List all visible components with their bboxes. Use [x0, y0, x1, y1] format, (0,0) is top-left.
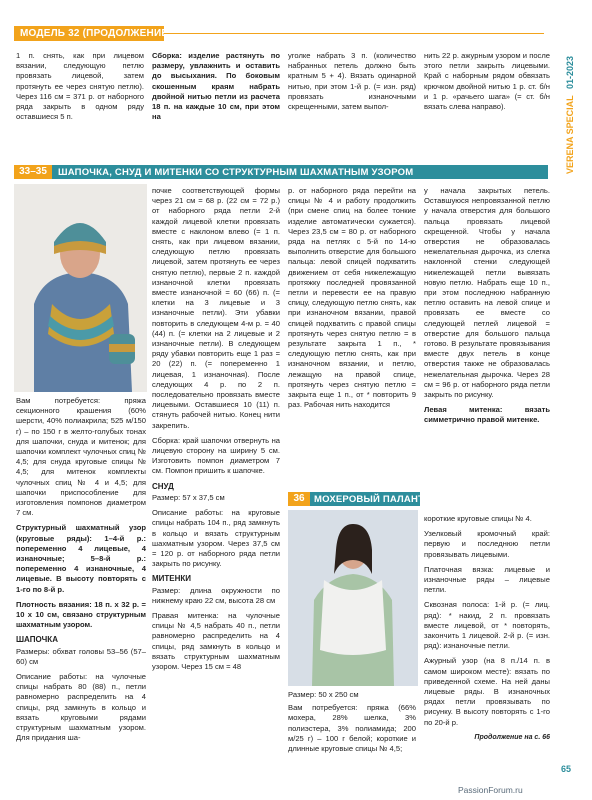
edge-stitch: Узелковый кромочный край: первую и последнюю петли провязывать лицевыми. [424, 529, 550, 559]
col3: р. от наборного ряда перейти на спицы № 4 и работу продолжить (при смене спиц на более тонкие изделие автоматически сужается). Через 23,5 см = 80 р. от наборного ряда на петлях с 5-й по 14-ю выполнить отверстие для большого пальца: левой спицей подхватить движением от себя нижележащую протяжку последней провязанной петли и перевести ее на правую спицу, следующую петлю снять, как при изнаночном вязании, правой спицей подхватить с правой спицы протянуть через снятую петлю = в результате закрыта 1 п., * следующую петлю снять, как при изнаночном вязании, и петлю, лежащую на правой спице, протянуть через снятую петлю = закрыта еще 1 п., от * повторить 9 раз. Рабочая нить находится [288, 186, 416, 410]
col1 [16, 396, 146, 749]
stole-materials: Вам потребуется: пряжа (66% мохера, 28% шелка, 3% полиэстера, 3% полиамида; 200 м/25 г) – 100 г белой; короткие и длинные круговые спицы № 4,5; [288, 703, 416, 754]
photo-hat-snood [14, 184, 147, 392]
eyelet-stripe: Сквозная полоса: 1-й р. (= лиц. ряд): * накид, 2 п. провязать вместе лицевой, от * повторять, закончить 1 лицевой. 2-й р. (= изн. ряд): изнаночные петли. [424, 600, 550, 651]
lace-pattern: Ажурный узор (на 8 п./14 п. в самом широком месте): вязать по приведенной схеме. На ней даны лицевые ряды. В изнаночных рядах петли провязывать по рисунку. В высоту повторять с 1-го по 20-й р. [424, 656, 550, 727]
side-issue: 01-2023 [565, 55, 575, 89]
col4-text: у начала закрытых петель. Оставшуюся непровязанной петлю у начала отверстия для большого пальца провязать лицевой скрещенной. Чтобы у начала отверстия не образовалась нежелательная дырочка, из слегка наклонной стенки следующей нижележащей петли вывязать новую петлю. Набрать еще 10 п., при этом последнюю набранную петлю оставить на левой спице и провязать ее вместе со следующей петлей лицевой = отверстие для большого пальца готово. В результате провязывания вместе двух петель в конце отверстия также не образовалась нежелательная дырочка. Через 28 см = 96 р. от наборного ряда петли закрыть по рисунку. [424, 186, 550, 400]
snood-heading: СНУД [152, 481, 174, 491]
top-col-1: 1 п. снять, как при лицевом вязании, следующую петлю провязать лицевой, затем протянуть ее через снятую петлю). Через 116 см = 371 р. от наборного ряда закрыть в одном ряду оставшиеся 5 п. [16, 51, 144, 122]
materials-text: Вам потребуется: пряжа секционного крашения (60% шерсти, 40% полиакрила; 525 м/150 г) – по 150 г в желто-голубых тонах для шапочки, снуда и митенок; для шапочки комплект чулочных спиц № 4,5; для снуда круговые спицы № 4,5; для митенок комплекты чулочных спиц № 4 и 4,5; для шапочки приспособление для изготовления помпонов диаметром 7 см. [16, 396, 146, 518]
mittens-heading: МИТЕНКИ [152, 574, 192, 584]
gauge-text: Плотность вязания: 18 п. х 32 р. = 10 х 10 см, связано структурным шахматным узором. [16, 599, 146, 630]
woman-hat-illustration [14, 184, 147, 392]
section-title-33-35: ШАПОЧКА, СНУД И МИТЕНКИ СО СТРУКТУРНЫМ ШАХМАТНЫМ УЗОРОМ [58, 167, 414, 178]
top-col-3: уголке набрать 3 п. (количество набранных петель должно быть кратным 5 + 4). Вязать одинарной нитью, при этом 1-й р. (= изн. ряд) провязать изнаночными скрещенными, затем выпол- [288, 51, 416, 112]
pattern-text: Структурный шахматный узор (круговые ряды): 1–4-й р.: попеременно 4 лицевые, 4 изнаночные; 5–8-й р.: попеременно 4 изнаночные, 4 лицевые. В высоту повторять с 1-го по 8-й р. [16, 523, 146, 594]
side-brand-name: VERENA SPECIAL [565, 95, 575, 175]
col4 [424, 186, 550, 431]
hat-heading: ШАПОЧКА [16, 635, 58, 645]
photo-stole [288, 510, 418, 686]
stole-needles: короткие круговые спицы № 4. [424, 514, 532, 523]
left-mitten: Левая митенка: вязать симметрично правой митенке. [424, 405, 550, 425]
section-title-36: МОХЕРОВЫЙ ПАЛАНТИН [314, 494, 439, 505]
hat-size: Размеры: обхват головы 53–56 (57–60) см [16, 646, 146, 666]
hat-work: Описание работы: на чулочные спицы набрать 80 (88) п., петли равномерно распределить на 4 спицы, ряд замкнуть в кольцо и вязать круговыми рядами структурным шахматным узором. Для придания ша- [16, 672, 146, 743]
col2-text1: почке соответствующей формы через 21 см = 68 р. (22 см = 72 р.) от наборного ряда петли 2-й каждой лицевой клетки провязать вместе с наклоном влево (= 1 п. снять, как при лицевом вязании, следующую петлю провязать лицевой, затем протянуть ее через снятую петлю), первые 2 п. каждой изнаночной клетки провязать вместе изнаночной = 60 (66) п. (= клетки на 3 лицевые и 3 изнаночные петли). Эти убавки повторить в следующем 4-м р. = 40 (44) п. (= клетки на 2 лицевые и 2 изнаночные петли). В следующем ряду убавки повторить еще 1 раз = 20 (22) п. (= попеременно 1 лицевая, 1 изнаночная). После следующих 4 р. по 2 п. последовательно провязать вместе лицевыми. Оставшиеся 10 (11) п. стянуть рабочей нитью. Конец нити закрепить. [152, 186, 280, 430]
side-brand [560, 20, 580, 220]
mittens-size: Размер: длина окружности по нижнему краю 22 см, высота 28 см [152, 585, 280, 605]
section-number-33-35: 33–35 [14, 165, 52, 179]
garter-stitch: Платочная вязка: лицевые и изнаночные ряды – лицевые петли. [424, 564, 550, 595]
top-col-2 [152, 51, 280, 122]
mittens-work: Правая митенка: на чулочные спицы № 4,5 набрать 40 п., петли равномерно распределить на 4 спицы, ряд замкнуть в кольцо и вязать структурным шахматным узором. Через 15 см = 48 [152, 610, 280, 671]
snood-size: Размер: 57 х 37,5 см [152, 492, 225, 502]
header-divider [164, 33, 544, 34]
snood-work: Описание работы: на круговые спицы набрать 104 п., ряд замкнуть в кольцо и вязать структурным шахматным узором. Через 37,5 см = 120 р. от наборного ряда петли закрыть по рисунку. [152, 508, 280, 569]
model-title: МОДЕЛЬ 32 (ПРОДОЛЖЕНИЕ) [20, 28, 172, 39]
top-col-4: нить 22 р. ажурным узором и после этого петли закрыть лицевыми. Край с наборным рядом обвязать крючком двойной нитью 1 р. ст. б/н и 1 р. «рачьего шага» (= ст. б/н вязать слева направо). [424, 51, 550, 112]
stole-col [288, 690, 416, 759]
stole-instructions [424, 514, 550, 748]
section-number-36: 36 [288, 492, 310, 506]
continued-note: Продолжение на с. 66 [474, 733, 550, 741]
site-watermark: PassionForum.ru [458, 785, 523, 795]
stole-size: Размер: 50 х 250 см [288, 690, 359, 699]
col2-assembly: Сборка: край шапочки отвернуть на лицевую сторону на ширину 5 см. Изготовить помпон диаметром 7 см. Помпон пришить к шапочке. [152, 435, 280, 476]
page-number: 65 [561, 764, 572, 774]
top-col-2-text: Сборка: изделие растянуть по размеру, увлажнить и оставить до высыхания. По боковым скошенным краям набрать двойной нитью петли из расчета 18 п. на каждые 10 см, при этом на [152, 51, 280, 122]
col2 [152, 186, 280, 677]
woman-stole-illustration [288, 510, 418, 686]
